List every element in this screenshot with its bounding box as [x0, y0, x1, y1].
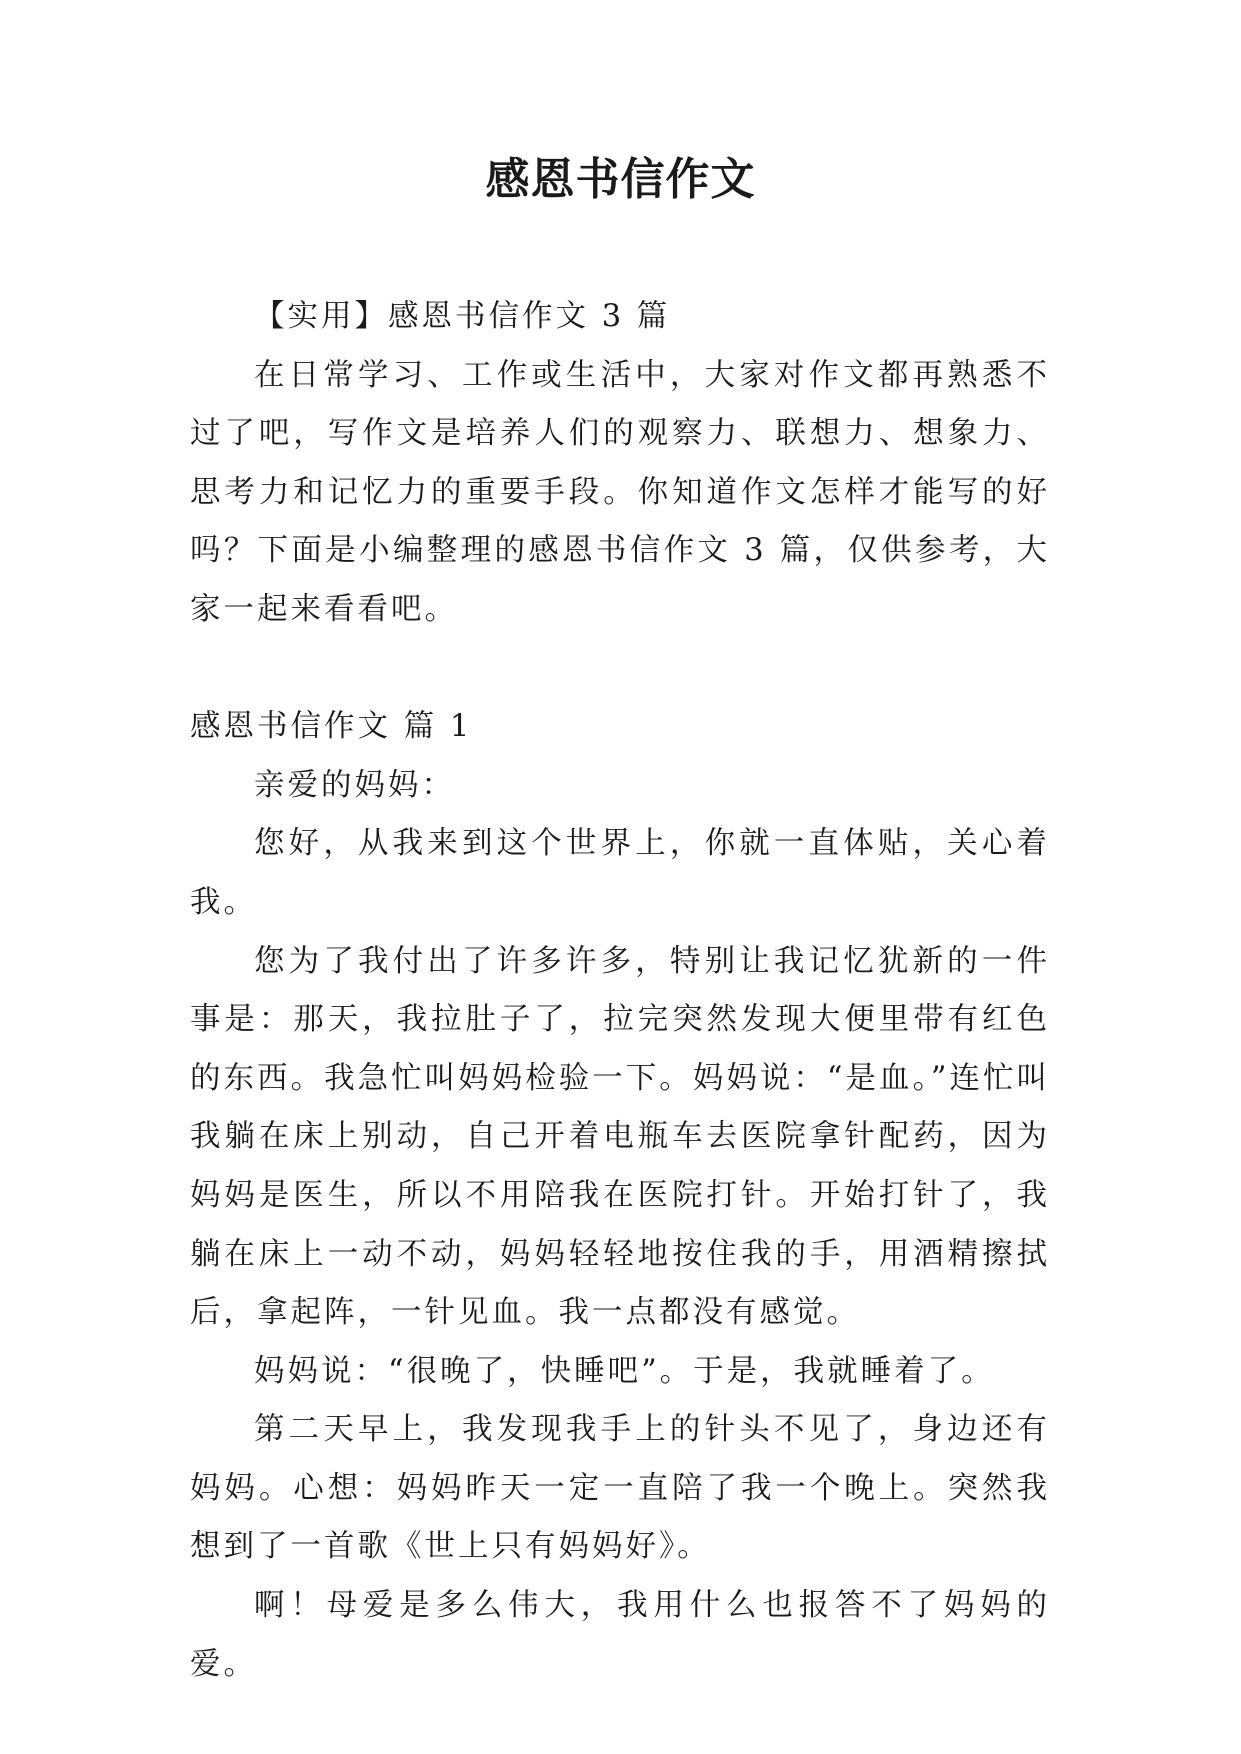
document-title: 感恩书信作文 [485, 154, 756, 205]
letter-paragraph: 啊！母爱是多么伟大，我用什么也报答不了妈妈的爱。 [190, 1588, 1050, 1682]
intro-paragraph: 在日常学习、工作或生活中，大家对作文都再熟悉不过了吧，写作文是培养人们的观察力、联想力、想象力、思考力和记忆力的重要手段。你知道作文怎样才能写的好吗？下面是小编整理的感恩书信作文 3 篇，仅供参考，大家一起来看看吧。 [190, 357, 1050, 627]
letter-paragraph: 第二天早上，我发现我手上的针头不见了，身边还有妈妈。心想：妈妈昨天一定一直陪了我一个晚上。突然我想到了一首歌《世上只有妈妈好》。 [190, 1412, 1050, 1565]
letter-paragraph: 您好，从我来到这个世界上，你就一直体贴，关心着我。 [190, 826, 1050, 920]
letter-paragraph: 您为了我付出了许多许多，特别让我记忆犹新的一件事是：那天，我拉肚子了，拉完突然发现大便里带有红色的东西。我急忙叫妈妈检验一下。妈妈说：“是血。”连忙叫我躺在床上别动，自己开着电瓶车去医院拿针配药，因为妈妈是医生，所以不用陪我在医院打针。开始打针了，我躺在床上一动不动，妈妈轻轻地按住我的手，用酒精擦拭后，拿起阵，一针见血。我一点都没有感觉。 [190, 943, 1050, 1331]
section-heading: 感恩书信作文 篇 1 [190, 709, 473, 745]
intro-heading-paragraph: 【实用】感恩书信作文 3 篇 [254, 299, 671, 334]
letter-paragraph: 妈妈说：“很晚了，快睡吧”。于是，我就睡着了。 [254, 1353, 995, 1389]
document-body [190, 288, 1050, 1694]
letter-salutation: 亲爱的妈妈： [254, 767, 455, 803]
